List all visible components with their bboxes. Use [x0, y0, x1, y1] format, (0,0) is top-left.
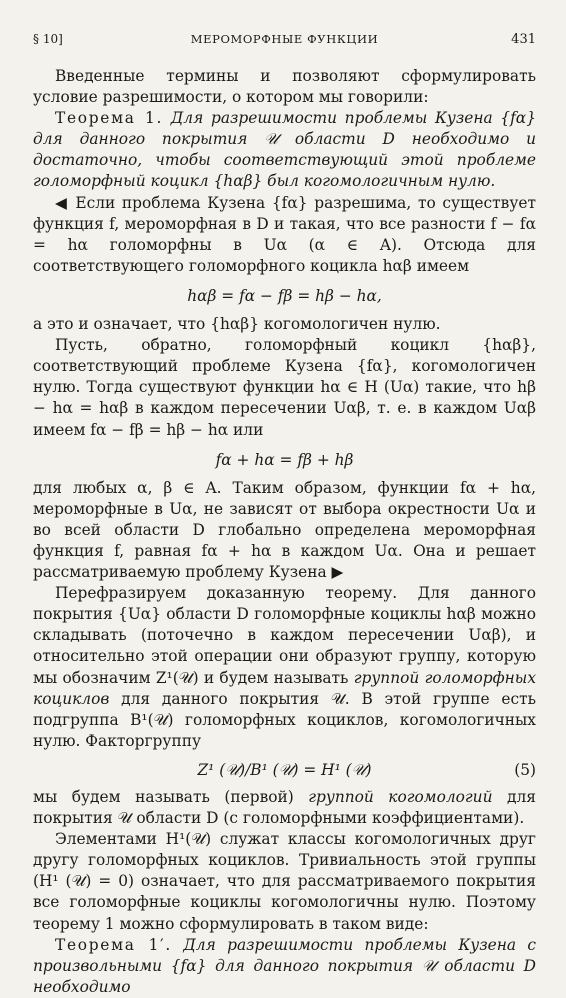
- proof-paragraph: ◀ Если проблема Кузена {fα} разрешима, то существует функция f, мероморфная в D и такая, что все разности f − fα = hα голоморфны в Uα (α ∈ A). Отсюда для соответствующего голоморфного коцикла hαβ имеем: [33, 193, 536, 275]
- running-title: МЕРОМОРФНЫЕ ФУНКЦИИ: [190, 32, 379, 46]
- theorem-1-prime: [33, 935, 536, 998]
- factor-group-formula: [33, 760, 536, 781]
- proof-conclusion: а это и означает, что {hαβ} когомологичен нулю.: [33, 315, 441, 334]
- page-number: 431: [511, 32, 536, 47]
- rephrase-text-1: Перефразируем доказанную теорему. Для данного покрытия {Uα} области D голоморфные коциклы hαβ можно складывать (поточечно в каждом пересечении Uαβ), и относительно этой операции они образуют группу, которую мы обозначим Z¹(𝒰) и будем называть: [33, 584, 536, 687]
- term-cocycle-group: группой голоморфных коциклов: [33, 668, 536, 708]
- theorem-1-prime-statement: Для разрешимости проблемы Кузена с произвольными {fα} для данного покрытия 𝒰 области D необходимо: [33, 935, 536, 996]
- theorem-1: [33, 108, 536, 192]
- term-cohomology-group: группой когомологий: [308, 788, 493, 806]
- converse-conclusion: для любых α, β ∈ A. Таким образом, функции fα + hα, мероморфные в Uα, не зависят от выбора окрестности Uα и во всей области D глобально определена мероморфная функция f, равная fα + hα в каждом Uα. Она и решает рассматриваемую проблему Кузена ▶: [33, 478, 536, 582]
- theorem-1-label: Теорема 1.: [55, 109, 164, 128]
- intro-paragraph: Введенные термины и позволяют сформулировать условие разрешимости, о котором мы говорили:: [33, 67, 536, 107]
- cohomology-definition: [33, 787, 536, 829]
- cohomology-text-1: мы будем называть (первой): [33, 788, 294, 806]
- equation-number: (5): [514, 760, 536, 779]
- rephrase-paragraph: [33, 583, 536, 752]
- rephrase-text-2: для данного покрытия 𝒰. В этой группе есть подгруппа B¹(𝒰) голоморфных коциклов, когомологичных нулю. Факторгруппу: [33, 689, 536, 750]
- running-header: [33, 32, 536, 50]
- coboundary-formula: hαβ = fα − fβ = hβ − hα,: [187, 286, 382, 305]
- cohomology-text-2: для покрытия 𝒰 области D (с голоморфными коэффициентами).: [33, 788, 536, 828]
- equality-formula: fα + hα = fβ + hβ: [215, 450, 354, 469]
- converse-paragraph: Пусть, обратно, голоморфный коцикл {hαβ}, соответствующий проблеме Кузена {fα}, когомологичен нулю. Тогда существуют функции hα ∈ H (Uα) такие, что hβ − hα = hαβ в каждом пересечении Uαβ, т. е. в каждом Uαβ имеем fα − fβ = hβ − hα или: [33, 336, 536, 439]
- elements-paragraph: Элементами H¹(𝒰) служат классы когомологичных друг другу голоморфных коциклов. Тривиальность этой группы (H¹ (𝒰) = 0) означает, что для рассматриваемого покрытия все голоморфные коциклы когомологичны нулю. Поэтому теорему 1 можно сформулировать в таком виде:: [33, 830, 536, 933]
- section-number: § 10]: [33, 32, 63, 46]
- factor-group-expression: Z¹ (𝒰)/B¹ (𝒰) = H¹ (𝒰): [197, 760, 372, 779]
- theorem-1-prime-label: Теорема 1′.: [55, 935, 172, 954]
- theorem-1-statement: Для разрешимости проблемы Кузена {fα} для данного покрытия 𝒰 области D необходимо и достаточно, чтобы соответствующий этой проблеме голоморфный коцикл {hαβ} был когомологичным нулю.: [33, 109, 536, 191]
- page-body: [33, 66, 536, 998]
